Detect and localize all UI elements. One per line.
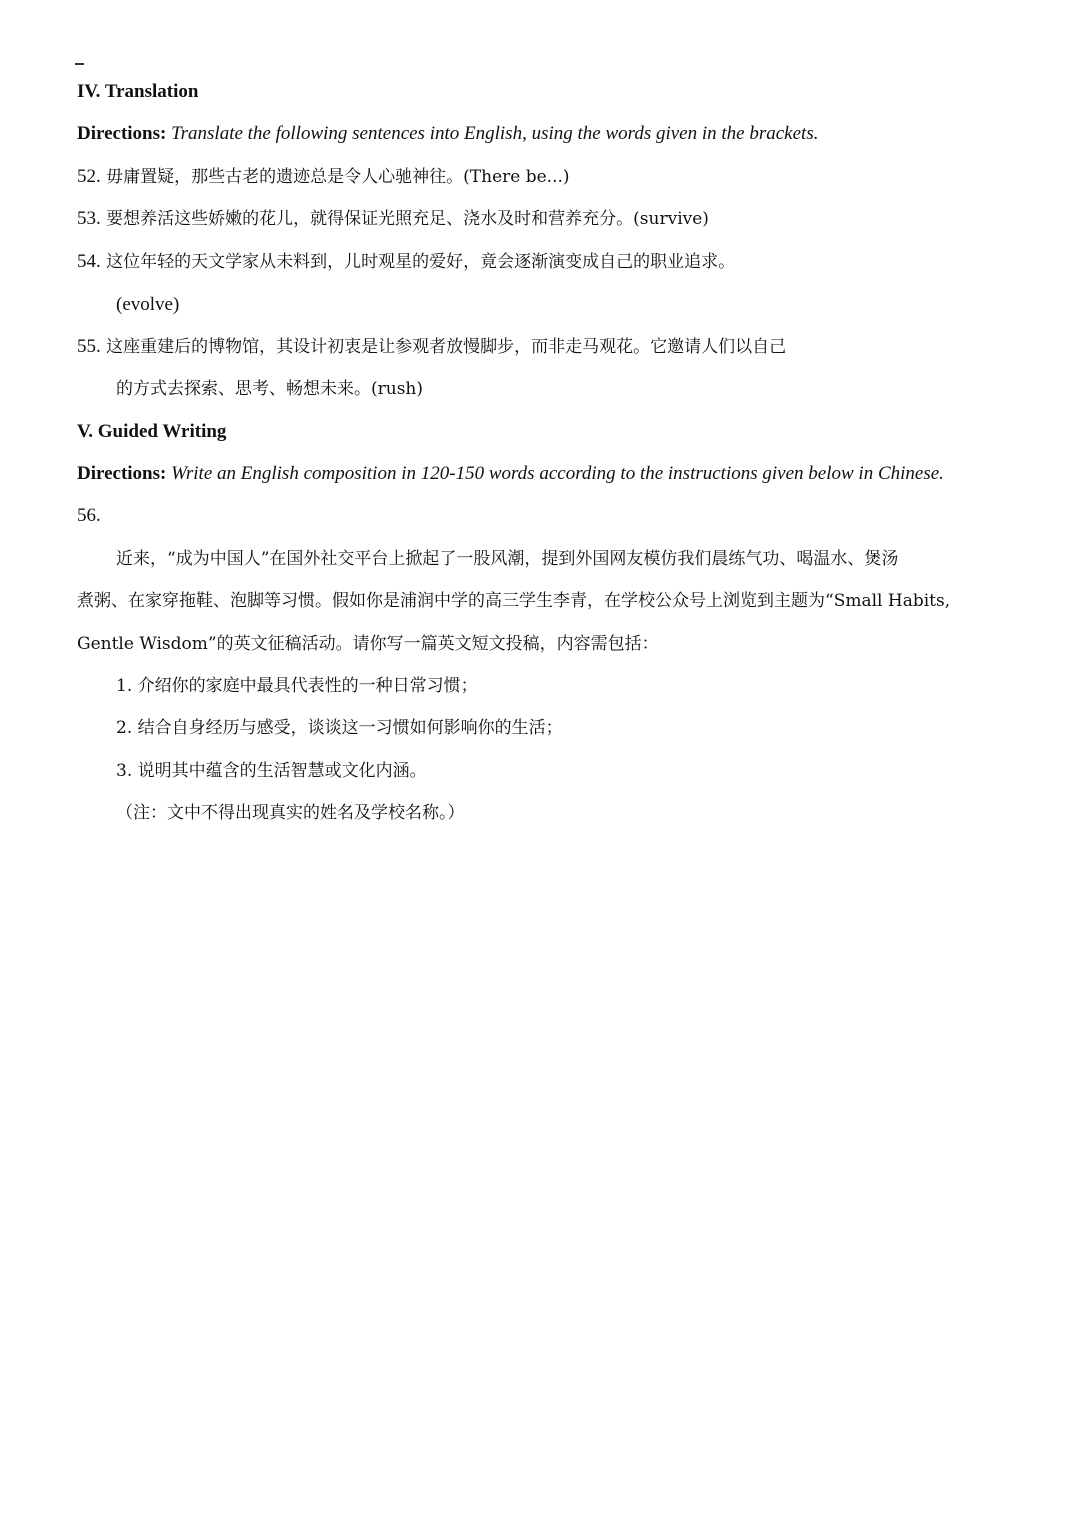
directions-text: Write an English composition in 120-150 words according to the instructions given below in Chinese. [171, 463, 944, 484]
question-number: 55. [77, 336, 101, 357]
question-text: 要想养活这些娇嫩的花儿，就得保证光照充足、浇水及时和营养充分。(survive) [106, 209, 709, 229]
question-number: 54. [77, 251, 101, 272]
question-text: 这位年轻的天文学家从未料到，儿时观星的爱好，竟会逐渐演变成自己的职业追求。 [106, 252, 736, 272]
requirement-1: 1. 介绍你的家庭中最具代表性的一种日常习惯； [116, 676, 478, 696]
prompt-line-3: Gentle Wisdom”的英文征稿活动。请你写一篇英文短文投稿，内容需包括： [77, 634, 659, 654]
scan-mark [75, 63, 84, 65]
question-55 [77, 335, 786, 359]
question-52 [77, 165, 570, 189]
directions-label: Directions: [77, 123, 167, 144]
writing-heading: V. Guided Writing [77, 421, 227, 442]
directions-label: Directions: [77, 463, 167, 484]
requirement-3: 3. 说明其中蕴含的生活智慧或文化内涵。 [116, 761, 427, 781]
question-56-number: 56. [77, 505, 101, 526]
prompt-line-2: 煮粥、在家穿拖鞋、泡脚等习惯。假如你是浦润中学的高三学生李青，在学校公众号上浏览到主题为“Small Habits, [77, 591, 951, 611]
translation-directions [77, 122, 818, 146]
directions-text: Translate the following sentences into English, using the words given in the brackets. [171, 123, 819, 144]
question-number: 53. [77, 208, 101, 229]
writing-directions [77, 462, 944, 486]
question-text: 毋庸置疑，那些古老的遗迹总是令人心驰神往。(There be...) [106, 167, 570, 187]
question-text: 这座重建后的博物馆，其设计初衷是让参观者放慢脚步，而非走马观花。它邀请人们以自己 [106, 337, 787, 357]
requirement-2: 2. 结合自身经历与感受，谈谈这一习惯如何影响你的生活； [116, 718, 563, 738]
question-54 [77, 250, 735, 274]
prompt-line-1: 近来，“成为中国人”在国外社交平台上掀起了一股风潮，提到外国网友模仿我们晨练气功、喝温水、煲汤 [116, 549, 899, 569]
translation-heading: IV. Translation [77, 81, 199, 102]
question-53 [77, 207, 709, 231]
question-55-continuation: 的方式去探索、思考、畅想未来。(rush) [116, 379, 424, 399]
writing-note: （注：文中不得出现真实的姓名及学校名称。） [116, 803, 465, 823]
question-number: 52. [77, 166, 101, 187]
question-54-continuation: (evolve) [116, 294, 180, 315]
